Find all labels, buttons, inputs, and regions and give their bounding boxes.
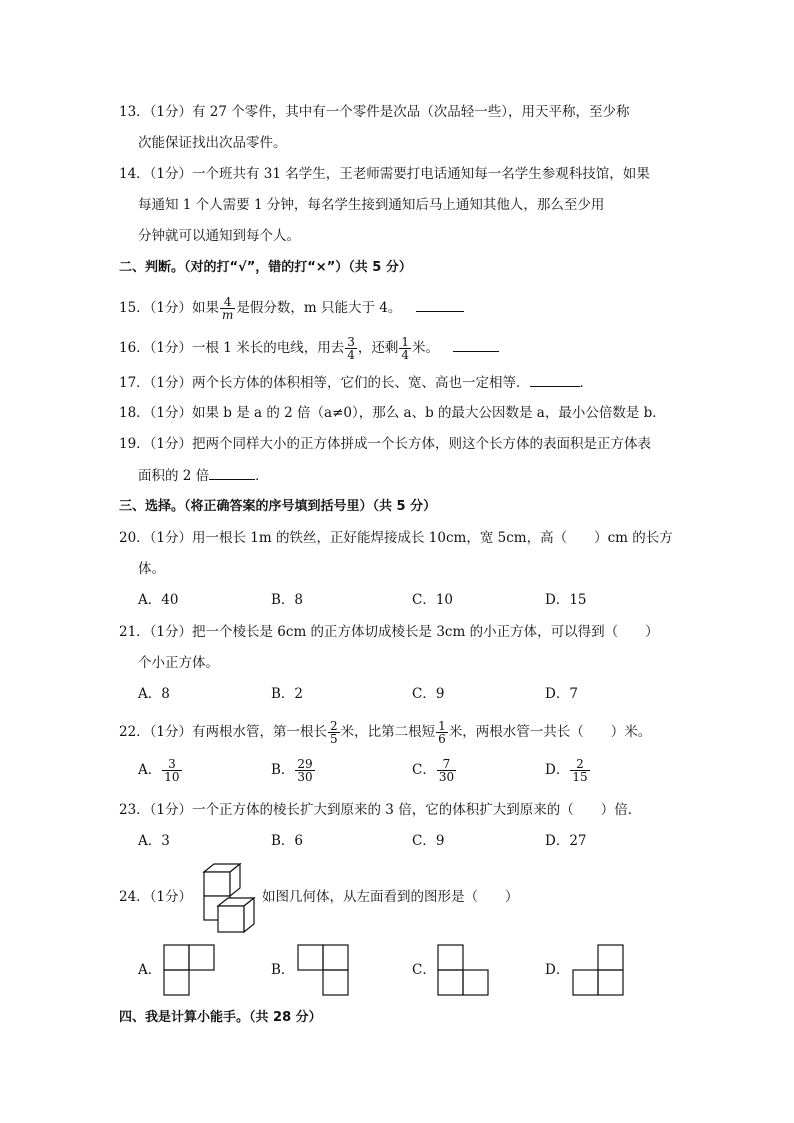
- section-4-heading: 四、我是计算小能手。（共 28 分）: [119, 1010, 322, 1025]
- q23-option-b[interactable]: B．6: [271, 833, 304, 849]
- q16-answer-blank[interactable]: [453, 337, 499, 352]
- q22-option-a[interactable]: [138, 758, 183, 783]
- q22-option-a-fraction: [162, 758, 181, 783]
- q22-fraction-2: [436, 720, 448, 745]
- q19-tail: ．: [255, 468, 269, 484]
- q22-option-a-num: 3: [162, 758, 181, 771]
- q22-option-b[interactable]: [271, 758, 316, 783]
- q21-option-c[interactable]: C．9: [412, 686, 445, 702]
- q16-suffix: 米。: [411, 340, 439, 356]
- q22-option-c-label: C．: [412, 762, 436, 778]
- q22-prefix: 22．（1分）有两根水管，第一根长: [119, 724, 328, 740]
- q15-prefix: 15．（1分）如果: [119, 300, 220, 316]
- q23-option-a[interactable]: A．3: [138, 833, 170, 849]
- q22-suffix: 米，两根水管一共长（ ）米。: [448, 724, 652, 740]
- q19-line2: 面积的 2 倍: [138, 468, 210, 484]
- q22-option-a-den: 10: [164, 770, 180, 784]
- q22-option-d-label: D．: [545, 762, 570, 778]
- q22-denominator-2: 6: [438, 732, 446, 746]
- q24-option-c-figure[interactable]: [437, 944, 489, 996]
- q21-option-b[interactable]: B．2: [271, 686, 304, 702]
- q17-tail: ．: [579, 375, 594, 391]
- section-2-heading: 二、判断。（对的打“√”，错的打“×”）（共 5 分）: [119, 260, 412, 275]
- q22-option-d-num: 2: [570, 758, 589, 771]
- q24-option-a-figure[interactable]: [163, 944, 215, 996]
- q15-answer-blank[interactable]: [416, 297, 464, 312]
- q22-numerator-1: 2: [330, 719, 338, 733]
- q22-option-c-num: 7: [437, 758, 456, 771]
- q16-denominator-1: 4: [347, 348, 355, 362]
- q20-line1: 20．（1分）用一根长 1m 的铁丝，正好能焊接成长 10cm，宽 5cm，高（ ）cm 的长方: [119, 530, 673, 546]
- q13-line2: 次能保证找出次品零件。: [138, 135, 287, 151]
- front-cube-face: [218, 906, 244, 932]
- q22-option-b-num: 29: [297, 757, 313, 771]
- q16-numerator-1: 3: [347, 335, 355, 349]
- q24-option-b-figure[interactable]: [297, 944, 349, 996]
- q22-option-d-fraction: [570, 758, 589, 783]
- q17-text: 17．（1分）两个长方体的体积相等，它们的长、宽、高也一定相等．: [119, 375, 530, 391]
- q23-option-d[interactable]: D．27: [545, 833, 587, 849]
- q22-option-b-label: B．: [271, 762, 295, 778]
- q22-option-d[interactable]: [545, 758, 591, 783]
- q21-option-d[interactable]: D．7: [545, 686, 578, 702]
- q22: [119, 720, 651, 745]
- q23-option-c[interactable]: C．9: [412, 833, 445, 849]
- q22-fraction-1: [328, 720, 340, 745]
- q22-option-c-fraction: [437, 758, 456, 783]
- q20-option-b[interactable]: B．8: [271, 592, 304, 608]
- q19-line1: 19．（1分）把两个同样大小的正方体拼成一个长方体，则这个长方体的表面积是正方体表: [119, 436, 652, 452]
- cube-front-face-upper: [204, 872, 230, 896]
- q15-numerator: 4: [220, 296, 235, 309]
- q17: [119, 372, 593, 393]
- q24-solid-figure: [200, 860, 262, 936]
- q24-question: 如图几何体，从左面看到的图形是（ ）: [262, 889, 519, 905]
- q14-line2: 每通知 1 个人需要 1 分钟，每名学生接到通知后马上通知其他人，那么至少用: [138, 197, 605, 213]
- q16-fraction-1: [345, 336, 357, 361]
- q22-option-c-den: 30: [438, 770, 455, 784]
- q20-option-c[interactable]: C．10: [412, 592, 454, 608]
- q16-prefix: 16．（1分）一根 1 米长的电线，用去: [119, 340, 345, 356]
- q22-option-b-den: 30: [297, 770, 313, 784]
- q18-text: 18．（1分）如果 b 是 a 的 2 倍（a≠0），那么 a、b 的最大公因数是 a，最小公倍数是 b．: [119, 405, 666, 421]
- q24-option-d-figure[interactable]: [572, 944, 624, 996]
- q16-numerator-2: 1: [401, 335, 409, 349]
- q14-line1: 14．（1分）一个班共有 31 名学生，王老师需要打电话通知每一名学生参观科技馆，如果: [119, 166, 650, 182]
- q19-answer-blank[interactable]: [209, 465, 255, 480]
- q13-line1: 13．（1分）有 27 个零件，其中有一个零件是次品（次品轻一些），用天平称，至少称: [119, 104, 630, 120]
- q16-fraction-2: [399, 336, 411, 361]
- q22-option-c[interactable]: [412, 758, 457, 783]
- q21-line1: 21．（1分）把一个棱长是 6cm 的正方体切成棱长是 3cm 的小正方体，可以得到（ ）: [119, 624, 659, 640]
- q22-numerator-2: 1: [438, 719, 446, 733]
- q24-option-a-label[interactable]: A．: [138, 962, 162, 978]
- q22-denominator-1: 5: [330, 732, 338, 746]
- q16-denominator-2: 4: [401, 348, 409, 362]
- q22-option-d-den: 15: [572, 770, 588, 784]
- q16: [119, 336, 499, 361]
- q20-line2: 体。: [138, 561, 165, 577]
- q15-fraction: [220, 296, 235, 321]
- q15: [119, 296, 464, 321]
- q14-line3: 分钟就可以通知到每个人。: [138, 228, 300, 244]
- q22-option-b-fraction: [295, 758, 314, 783]
- q19-line2-wrap: [138, 465, 269, 486]
- q20-option-d[interactable]: D．15: [545, 592, 587, 608]
- q15-denominator: m: [222, 308, 234, 322]
- q17-answer-blank[interactable]: [530, 372, 580, 387]
- q24-option-c-label[interactable]: C．: [412, 962, 436, 978]
- q24-prefix: 24．（1分）: [119, 889, 193, 905]
- q21-line2: 个小正方体。: [138, 655, 219, 671]
- q23-line1: 23．（1分）一个正方体的棱长扩大到原来的 3 倍，它的体积扩大到原来的（ ）倍．: [119, 802, 642, 818]
- section-3-heading: 三、选择。（将正确答案的序号填到括号里）（共 5 分）: [119, 499, 437, 514]
- q22-mid: 米，比第二根短: [340, 724, 436, 740]
- q20-option-a[interactable]: A．40: [138, 592, 179, 608]
- q16-mid: ，还剩: [357, 340, 399, 356]
- q21-option-a[interactable]: A．8: [138, 686, 170, 702]
- q24-option-b-label[interactable]: B．: [271, 962, 295, 978]
- q15-suffix: 是假分数，m 只能大于 4。: [236, 300, 402, 316]
- q24-option-d-label[interactable]: D．: [545, 962, 570, 978]
- q22-option-a-label: A．: [138, 762, 162, 778]
